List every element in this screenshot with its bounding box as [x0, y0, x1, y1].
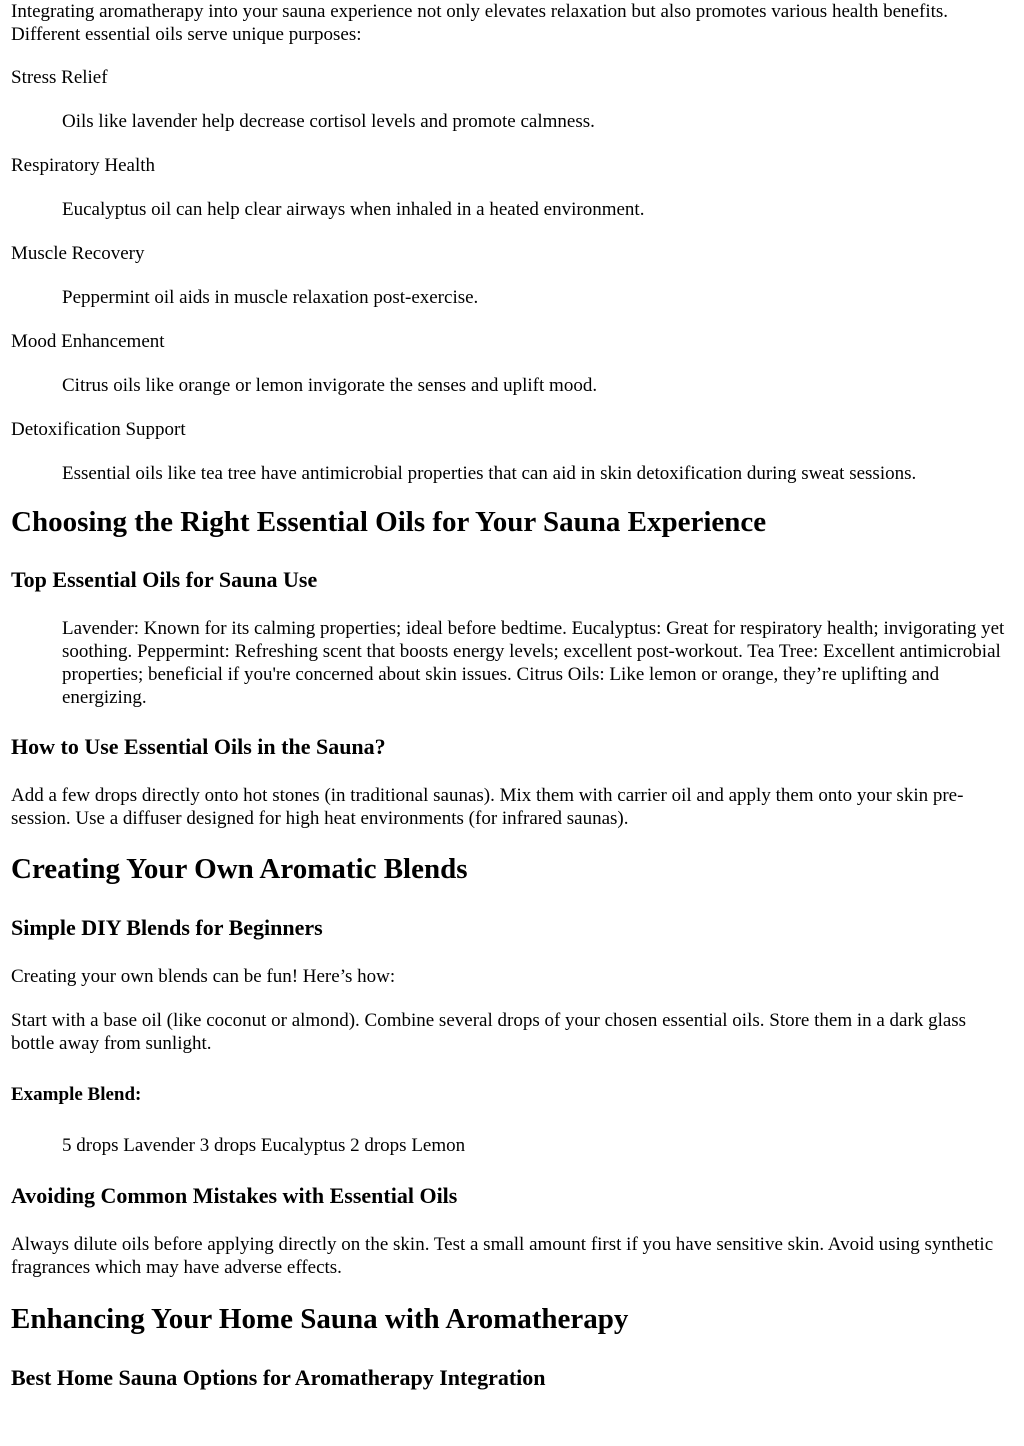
top-oils-paragraph: Lavender: Known for its calming properties; ideal before bedtime. Eucalyptus: Great for respiratory health; invigorating yet soothing. Peppermint: Refreshing scent that boosts energy levels; excellent post-workout. Tea Tree: Excellent antimicrobial properties; beneficial if you're concerned about skin issues. Citrus Oils: Like lemon or orange, they’re uplifting and energizing. — [62, 618, 1005, 708]
benefit-term: Stress Relief — [11, 67, 108, 88]
diy-intro-paragraph: Creating your own blends can be fun! Here’s how: — [11, 966, 396, 987]
section-heading-choosing-oils: Choosing the Right Essential Oils for Your Sauna Experience — [11, 506, 767, 538]
benefit-item — [11, 154, 1011, 221]
benefit-term: Respiratory Health — [11, 155, 156, 176]
example-blend-label: Example Blend: — [11, 1084, 142, 1105]
section-heading-home-sauna: Enhancing Your Home Sauna with Aromatherapy — [11, 1303, 629, 1335]
how-to-use-paragraph: Add a few drops directly onto hot stones (in traditional saunas). Mix them with carrier oil and apply them onto your skin pre-session. Use a diffuser designed for high heat environments (for infrared saunas). — [11, 785, 964, 829]
common-mistakes-paragraph: Always dilute oils before applying directly on the skin. Test a small amount first if you have sensitive skin. Avoid using synthetic fragrances which may have adverse effects. — [11, 1234, 994, 1278]
subheading-home-sauna-options: Best Home Sauna Options for Aromatherapy Integration — [11, 1365, 546, 1390]
benefit-item — [11, 330, 1011, 397]
benefits-list — [11, 66, 1011, 485]
benefit-term: Detoxification Support — [11, 419, 186, 440]
benefit-item — [11, 66, 1011, 133]
benefit-description: Eucalyptus oil can help clear airways when inhaled in a heated environment. — [62, 199, 645, 220]
article — [11, 0, 1011, 1391]
benefit-description: Citrus oils like orange or lemon invigorate the senses and uplift mood. — [62, 375, 598, 396]
benefit-description: Essential oils like tea tree have antimicrobial properties that can aid in skin detoxification during sweat sessions. — [62, 463, 917, 484]
intro-paragraph: Integrating aromatherapy into your sauna experience not only elevates relaxation but also promotes various health benefits. Different essential oils serve unique purposes: — [11, 1, 949, 45]
benefit-item — [11, 418, 1011, 485]
benefit-description: Peppermint oil aids in muscle relaxation post-exercise. — [62, 287, 479, 308]
subheading-common-mistakes: Avoiding Common Mistakes with Essential Oils — [11, 1183, 458, 1208]
subheading-how-to-use: How to Use Essential Oils in the Sauna? — [11, 734, 386, 759]
benefit-term: Mood Enhancement — [11, 331, 165, 352]
diy-steps-paragraph: Start with a base oil (like coconut or almond). Combine several drops of your chosen essential oils. Store them in a dark glass bottle away from sunlight. — [11, 1010, 967, 1054]
subheading-diy-blends: Simple DIY Blends for Beginners — [11, 915, 323, 940]
benefit-description: Oils like lavender help decrease cortisol levels and promote calmness. — [62, 111, 595, 132]
section-heading-aromatic-blends: Creating Your Own Aromatic Blends — [11, 853, 468, 885]
benefit-term: Muscle Recovery — [11, 243, 145, 264]
subheading-top-oils: Top Essential Oils for Sauna Use — [11, 567, 318, 592]
benefit-item — [11, 242, 1011, 309]
example-blend-text: 5 drops Lavender 3 drops Eucalyptus 2 drops Lemon — [62, 1135, 466, 1156]
